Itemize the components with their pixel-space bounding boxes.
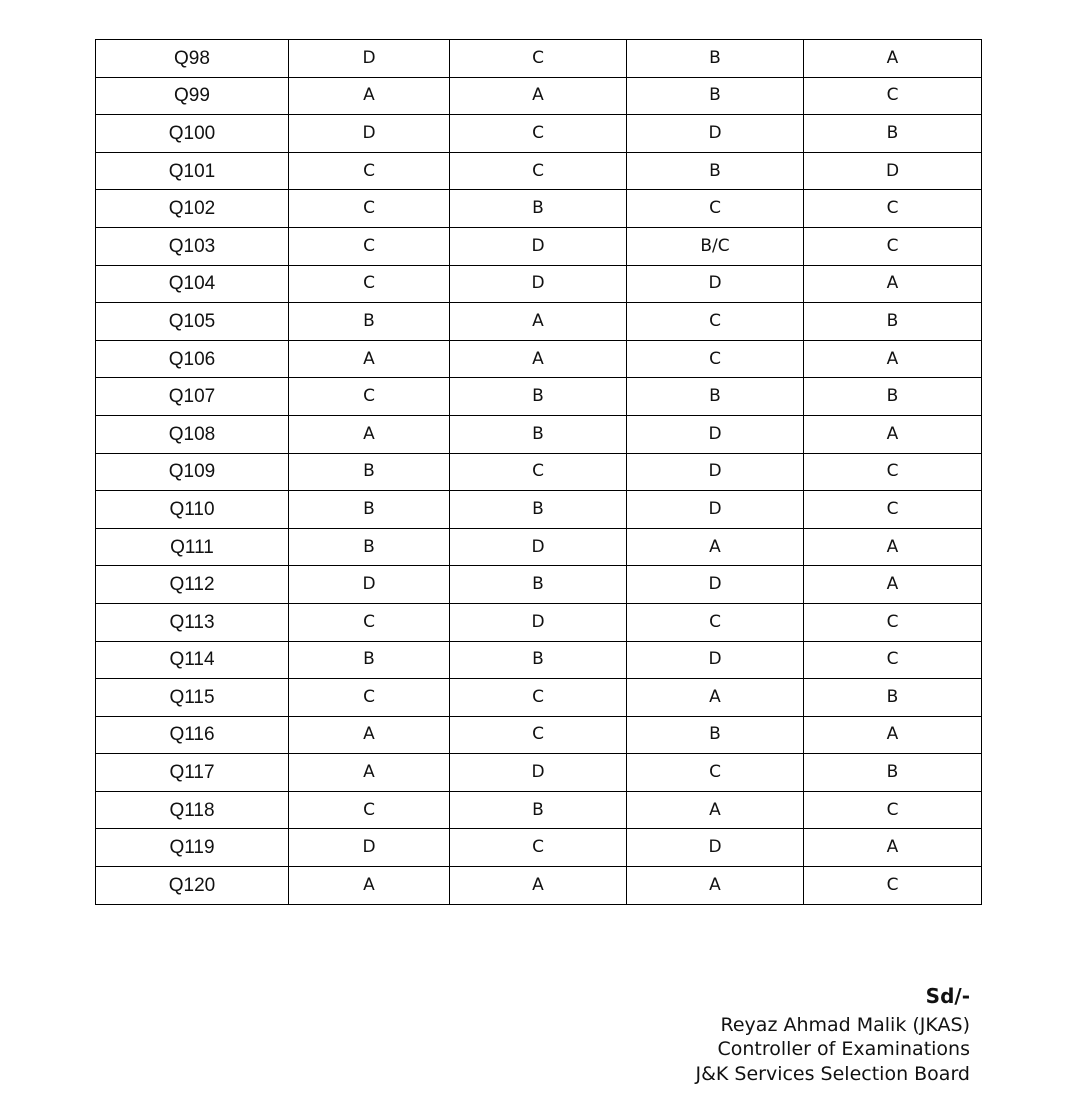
answer-cell-set-c: D (627, 829, 804, 867)
answer-cell-set-a: A (289, 867, 450, 905)
question-number-cell: Q120 (96, 867, 289, 905)
question-number-cell: Q115 (96, 679, 289, 717)
answer-cell-set-a: B (289, 303, 450, 341)
question-number-cell: Q119 (96, 829, 289, 867)
question-number-cell: Q114 (96, 641, 289, 679)
question-number-cell: Q118 (96, 791, 289, 829)
answer-cell-set-c: A (627, 528, 804, 566)
answer-cell-set-d: D (804, 152, 982, 190)
answer-cell-set-d: C (804, 491, 982, 529)
answer-cell-set-d: A (804, 265, 982, 303)
answer-cell-set-b: C (450, 453, 627, 491)
table-row (96, 115, 982, 153)
table-row (96, 415, 982, 453)
answer-cell-set-c: D (627, 415, 804, 453)
table-row (96, 641, 982, 679)
answer-cell-set-a: A (289, 716, 450, 754)
table-row (96, 340, 982, 378)
answer-cell-set-b: C (450, 716, 627, 754)
answer-cell-set-c: D (627, 566, 804, 604)
answer-cell-set-d: C (804, 77, 982, 115)
answer-cell-set-d: C (804, 190, 982, 228)
question-number-cell: Q98 (96, 40, 289, 78)
question-number-cell: Q117 (96, 754, 289, 792)
signature-block (695, 984, 970, 1086)
answer-cell-set-c: A (627, 791, 804, 829)
answer-cell-set-a: A (289, 340, 450, 378)
answer-cell-set-b: D (450, 754, 627, 792)
answer-cell-set-d: A (804, 566, 982, 604)
answer-cell-set-a: C (289, 791, 450, 829)
answer-cell-set-a: C (289, 603, 450, 641)
answer-cell-set-a: B (289, 641, 450, 679)
answer-cell-set-a: A (289, 754, 450, 792)
question-number-cell: Q108 (96, 415, 289, 453)
answer-cell-set-b: C (450, 40, 627, 78)
answer-cell-set-d: A (804, 528, 982, 566)
answer-cell-set-d: B (804, 115, 982, 153)
question-number-cell: Q102 (96, 190, 289, 228)
answer-cell-set-a: D (289, 829, 450, 867)
answer-cell-set-c: B (627, 716, 804, 754)
answer-cell-set-b: B (450, 791, 627, 829)
answer-cell-set-b: A (450, 867, 627, 905)
answer-cell-set-d: C (804, 227, 982, 265)
signatory-name: Reyaz Ahmad Malik (JKAS) (720, 1013, 970, 1036)
table-row (96, 77, 982, 115)
answer-cell-set-b: C (450, 115, 627, 153)
answer-cell-set-b: C (450, 829, 627, 867)
table-row (96, 566, 982, 604)
answer-cell-set-c: C (627, 190, 804, 228)
question-number-cell: Q105 (96, 303, 289, 341)
table-row (96, 265, 982, 303)
answer-cell-set-b: A (450, 77, 627, 115)
answer-cell-set-a: C (289, 152, 450, 190)
table-row (96, 603, 982, 641)
answer-cell-set-b: C (450, 152, 627, 190)
question-number-cell: Q116 (96, 716, 289, 754)
answer-cell-set-a: C (289, 190, 450, 228)
signatory-designation: Controller of Examinations (717, 1038, 970, 1060)
answer-cell-set-a: A (289, 77, 450, 115)
answer-cell-set-b: B (450, 190, 627, 228)
answer-cell-set-c: B (627, 77, 804, 115)
answer-cell-set-c: A (627, 867, 804, 905)
answer-cell-set-d: B (804, 679, 982, 717)
table-row (96, 867, 982, 905)
answer-cell-set-c: B (627, 378, 804, 416)
answer-cell-set-d: B (804, 754, 982, 792)
question-number-cell: Q106 (96, 340, 289, 378)
answer-cell-set-b: B (450, 641, 627, 679)
answer-cell-set-b: C (450, 679, 627, 717)
answer-cell-set-c: D (627, 453, 804, 491)
answer-cell-set-d: C (804, 641, 982, 679)
answer-cell-set-b: A (450, 340, 627, 378)
answer-cell-set-a: D (289, 566, 450, 604)
question-number-cell: Q112 (96, 566, 289, 604)
answer-cell-set-a: D (289, 115, 450, 153)
signatory-organization: J&K Services Selection Board (695, 1062, 970, 1085)
signature-mark: Sd/- (925, 984, 970, 1008)
question-number-cell: Q103 (96, 227, 289, 265)
answer-cell-set-a: B (289, 528, 450, 566)
answer-cell-set-d: C (804, 603, 982, 641)
answer-cell-set-c: D (627, 491, 804, 529)
answer-cell-set-c: C (627, 340, 804, 378)
answer-cell-set-b: B (450, 491, 627, 529)
table-row (96, 453, 982, 491)
answer-cell-set-c: D (627, 641, 804, 679)
answer-cell-set-d: A (804, 40, 982, 78)
table-row (96, 679, 982, 717)
table-row (96, 791, 982, 829)
table-row (96, 152, 982, 190)
question-number-cell: Q99 (96, 77, 289, 115)
table-row (96, 528, 982, 566)
table-row (96, 716, 982, 754)
answer-cell-set-a: C (289, 378, 450, 416)
answer-cell-set-c: B/C (627, 227, 804, 265)
answer-cell-set-c: C (627, 603, 804, 641)
answer-cell-set-d: A (804, 340, 982, 378)
answer-cell-set-d: C (804, 791, 982, 829)
answer-cell-set-a: C (289, 265, 450, 303)
answer-cell-set-b: A (450, 303, 627, 341)
question-number-cell: Q110 (96, 491, 289, 529)
answer-cell-set-b: D (450, 603, 627, 641)
table-row (96, 40, 982, 78)
table-row (96, 227, 982, 265)
answer-cell-set-c: D (627, 115, 804, 153)
table-row (96, 303, 982, 341)
answer-cell-set-a: C (289, 679, 450, 717)
answer-cell-set-c: C (627, 303, 804, 341)
table-row (96, 378, 982, 416)
answer-cell-set-d: B (804, 378, 982, 416)
answer-cell-set-d: A (804, 716, 982, 754)
answer-cell-set-c: D (627, 265, 804, 303)
answer-cell-set-b: B (450, 378, 627, 416)
answer-cell-set-a: D (289, 40, 450, 78)
question-number-cell: Q101 (96, 152, 289, 190)
table-row (96, 491, 982, 529)
question-number-cell: Q104 (96, 265, 289, 303)
answer-cell-set-d: A (804, 415, 982, 453)
answer-cell-set-b: D (450, 265, 627, 303)
answer-cell-set-b: B (450, 566, 627, 604)
answer-cell-set-b: D (450, 528, 627, 566)
answer-cell-set-a: A (289, 415, 450, 453)
answer-cell-set-a: B (289, 453, 450, 491)
table-row (96, 754, 982, 792)
answer-cell-set-b: B (450, 415, 627, 453)
answer-cell-set-d: A (804, 829, 982, 867)
answer-cell-set-d: C (804, 453, 982, 491)
table-row (96, 190, 982, 228)
question-number-cell: Q100 (96, 115, 289, 153)
answer-cell-set-c: C (627, 754, 804, 792)
question-number-cell: Q109 (96, 453, 289, 491)
answer-cell-set-d: B (804, 303, 982, 341)
question-number-cell: Q107 (96, 378, 289, 416)
answer-cell-set-c: B (627, 40, 804, 78)
question-number-cell: Q111 (96, 528, 289, 566)
answer-cell-set-b: D (450, 227, 627, 265)
answer-cell-set-a: C (289, 227, 450, 265)
answer-key-table (95, 39, 982, 905)
answer-cell-set-a: B (289, 491, 450, 529)
table-row (96, 829, 982, 867)
answer-key-rows (96, 40, 982, 905)
question-number-cell: Q113 (96, 603, 289, 641)
answer-cell-set-c: A (627, 679, 804, 717)
answer-cell-set-c: B (627, 152, 804, 190)
answer-cell-set-d: C (804, 867, 982, 905)
